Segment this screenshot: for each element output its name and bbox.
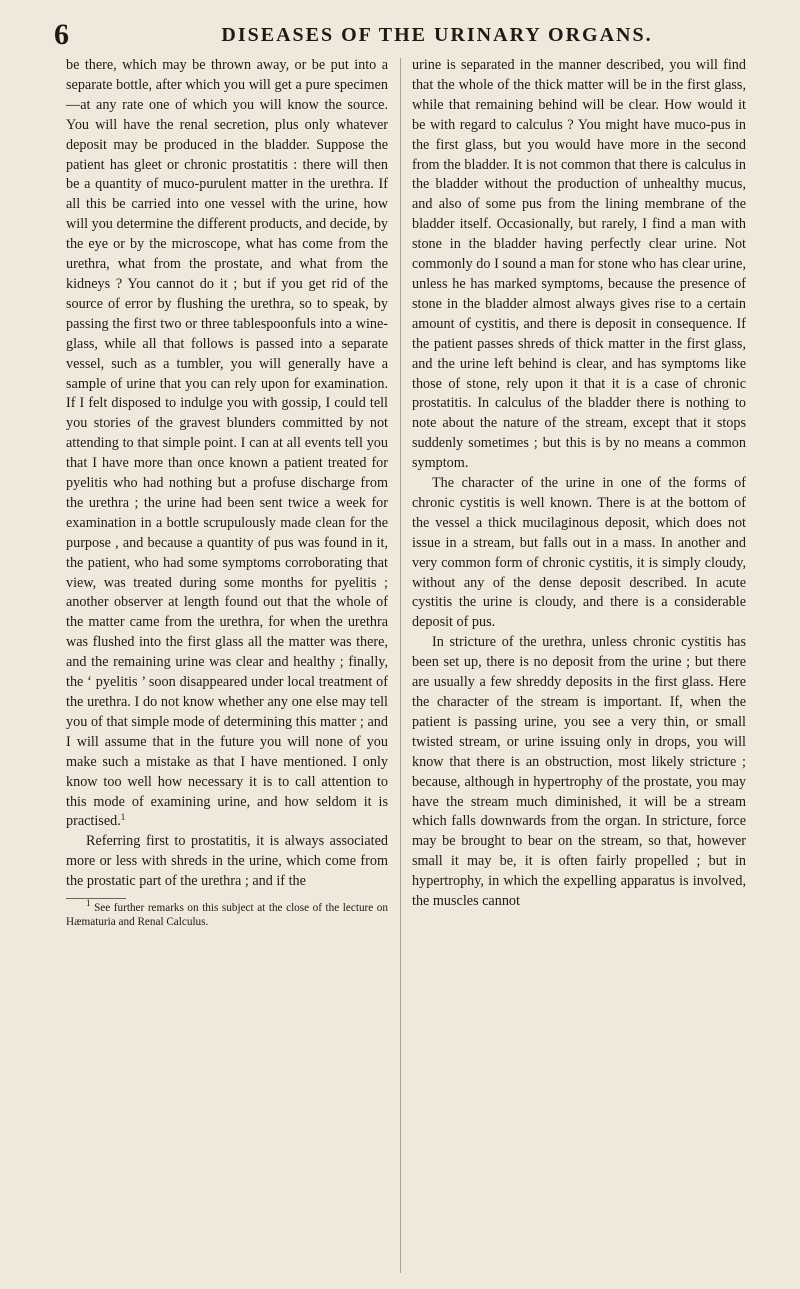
footnote-reference: 1: [120, 812, 126, 823]
right-paragraph-2: The character of the urine in one of the forms of chronic cystitis is well known. There is at the bottom of the vessel a thick mucilaginous deposit, which does not issue in a stream, but falls out in a mass. In another and very common form of chronic cystitis, it is simply cloudy, without any of the dense deposit described. In acute cystitis the urine is cloudy, and there is a considerable deposit of pus.: [412, 475, 746, 631]
page-header: [54, 12, 760, 52]
left-column: [66, 56, 388, 929]
footnote-mark: 1: [86, 898, 91, 909]
right-paragraph-1: urine is separated in the manner described, you will find that the whole of the thick matter will be in the first glass, while that remaining behind will be clear. How would it be with regard to calculus ? You might have muco-pus in the first glass, but you would have more in the second from the bladder. It is not common that there is calculus in the bladder without the production of unhealthy mucus, and also of some pus from the lining membrane of the bladder itself. Occasionally, but rarely, I find a man with stone in the bladder having perfectly clear urine. Not commonly do I sound a man for stone who has clear urine, unless he has marked symptoms, because the presence of stone in the bladder almost always gives rise to a certain amount of cystitis, and there is deposit in consequence. If the patient passes shreds of thick matter in the first glass, and the urine left behind is clear, and has symptoms like those of stone, rely upon it that it is a case of chronic prostatitis. In calculus of the bladder there is nothing to note about the nature of the stream, except that it stops suddenly sometimes ; but this is by no means a common symptom.: [412, 57, 746, 472]
right-column: [412, 56, 746, 912]
right-paragraph-3: In stricture of the urethra, unless chronic cystitis has been set up, there is no deposit from the urine ; but there are usually a few shreddy deposits in the first glass. Here the character of the stream is important. If, when the patient is passing urine, you see a very thin, or small twisted stream, or urine issuing only in drops, you will know that there is an obstruction, most likely stricture ; because, although in hypertrophy of the prostate, you may have the stream much diminished, it will be a stream which falls downwards from the organ. In stricture, force may be brought to bear on the stream, so that, however small it may be, it is often fairly propelled ; but in hypertrophy, in which the expelling apparatus is involved, the muscles cannot: [412, 634, 746, 910]
footnote-divider: [66, 898, 126, 899]
footnote: [66, 898, 388, 929]
footnote-text: See further remarks on this subject at the close of the lecture on Hæmaturia and Renal Calculus.: [66, 902, 388, 928]
left-paragraph-1: [66, 56, 388, 832]
left-paragraph-1-text: be there, which may be thrown away, or be put into a separate bottle, after which you will get a pure specimen—at any rate one of which you will know the source. You will have the renal secretion, plus only whatever deposit may be produced in the bladder. Suppose the patient has gleet or chronic prostatitis : there will then be a quantity of muco-purulent matter in the urethra. If all this be carried into one vessel with the urine, how will you determine the different products, and decide, by the eye or by the microscope, what has come from the urethra, what from the prostate, and what from the kidneys ? You cannot do it ; but if you get rid of the source of error by flushing the urethra, so to speak, by passing the first two or three tablespoonfuls into a wine-glass, while all that follows is passed into a separate vessel, such as a tumbler, you will generally have a sample of urine that you can rely upon for examination. If I felt disposed to indulge you with gossip, I could tell you stories of the gravest blunders committed by not attending to that simple point. I can at all events tell you that I have more than once known a patient treated for pyelitis who had nothing but a profuse discharge from the urethra ; the urine had been sent twice a week for examination in a bottle scrupulously made clean for the purpose , and because a quantity of pus was found in it, the patient, who had some symptoms corroborating that view, was treated during some months for pyelitis ; another observer at length found out that the whole of the matter came from the urethra, for when the urethra was flushed into the first glass all the matter was there, and the remaining urine was clear and healthy ; finally, the ‘ pyelitis ’ soon disappeared under local treatment of the urethra. I do not know whether any one else may tell you of that simple mode of determining this matter ; and I will assume that in the future you will none of you make such a mistake as that I have mentioned. I only know too well how necessary it is to call attention to this mode of examining urine, and how seldom it is practised.: [66, 57, 389, 830]
column-divider: [400, 58, 401, 1273]
page-number: 6: [54, 18, 70, 51]
left-paragraph-2: Referring first to prostatitis, it is always associated more or less with shreds in the urine, which come from the prostatic part of the urethra ; and if the: [66, 833, 388, 890]
running-title: DISEASES OF THE URINARY ORGANS.: [221, 24, 653, 46]
